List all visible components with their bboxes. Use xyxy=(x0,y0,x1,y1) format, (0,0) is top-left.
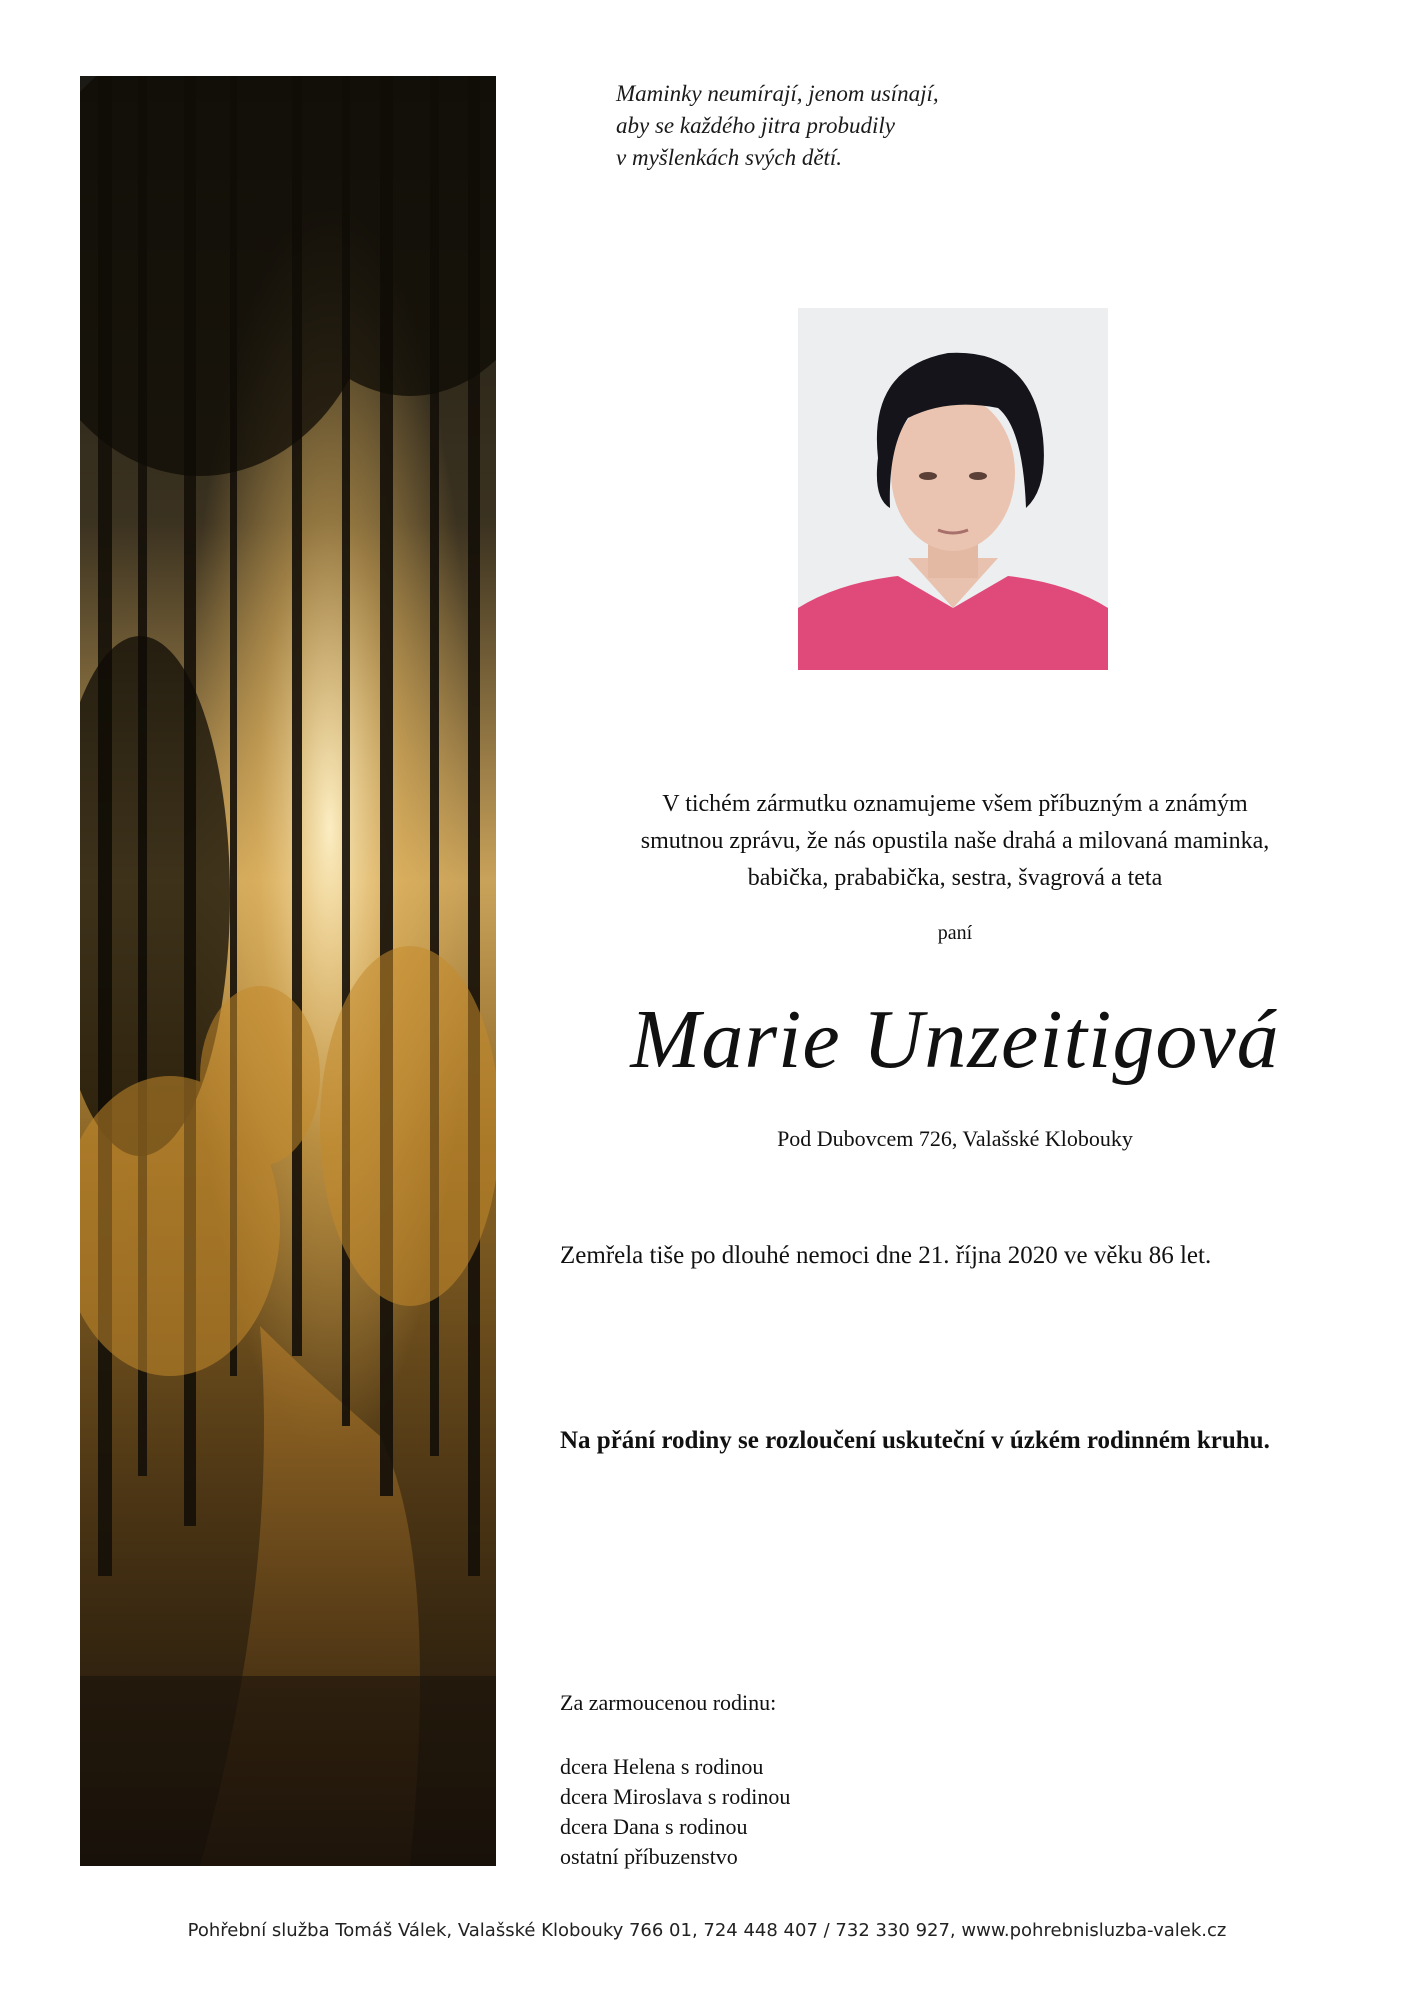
death-notice: Zemřela tiše po dlouhé nemoci dne 21. října 2020 ve věku 86 let. xyxy=(560,1242,1212,1269)
family-heading: Za zarmoucenou rodinu: xyxy=(560,1690,777,1715)
funeral-service-footer: Pohřební služba Tomáš Válek, Valašské Klobouky 766 01, 724 448 407 / 732 330 927, www.pohrebnisluzba-valek.cz xyxy=(187,1920,1227,1941)
motto-line: aby se každého jitra probudily xyxy=(616,113,895,138)
family-member: ostatní příbuzenstvo xyxy=(560,1844,738,1869)
family-member: dcera Miroslava s rodinou xyxy=(560,1784,791,1809)
honorific: paní xyxy=(937,922,973,944)
family-members-list xyxy=(560,1752,790,1872)
forest-photo xyxy=(80,76,496,1866)
announcement-line: V tichém zármutku oznamujeme všem příbuzným a známým xyxy=(662,791,1248,817)
family-member: dcera Helena s rodinou xyxy=(560,1754,764,1779)
motto-line: v myšlenkách svých dětí. xyxy=(616,145,843,170)
announcement-line: smutnou zprávu, že nás opustila naše drahá a milovaná maminka, xyxy=(640,828,1270,854)
family-member: dcera Dana s rodinou xyxy=(560,1814,748,1839)
announcement-line: babička, prababička, sestra, švagrová a teta xyxy=(747,865,1163,891)
motto-line: Maminky neumírají, jenom usínají, xyxy=(616,81,939,106)
deceased-address: Pod Dubovcem 726, Valašské Klobouky xyxy=(777,1126,1133,1151)
farewell-notice: Na přání rodiny se rozloučení uskuteční v úzkém rodinném kruhu. xyxy=(560,1427,1270,1454)
announcement-text xyxy=(560,786,1350,897)
motto-verse xyxy=(616,78,1056,174)
portrait-photo xyxy=(798,308,1108,670)
deceased-name: Marie Unzeitigová xyxy=(630,993,1280,1086)
